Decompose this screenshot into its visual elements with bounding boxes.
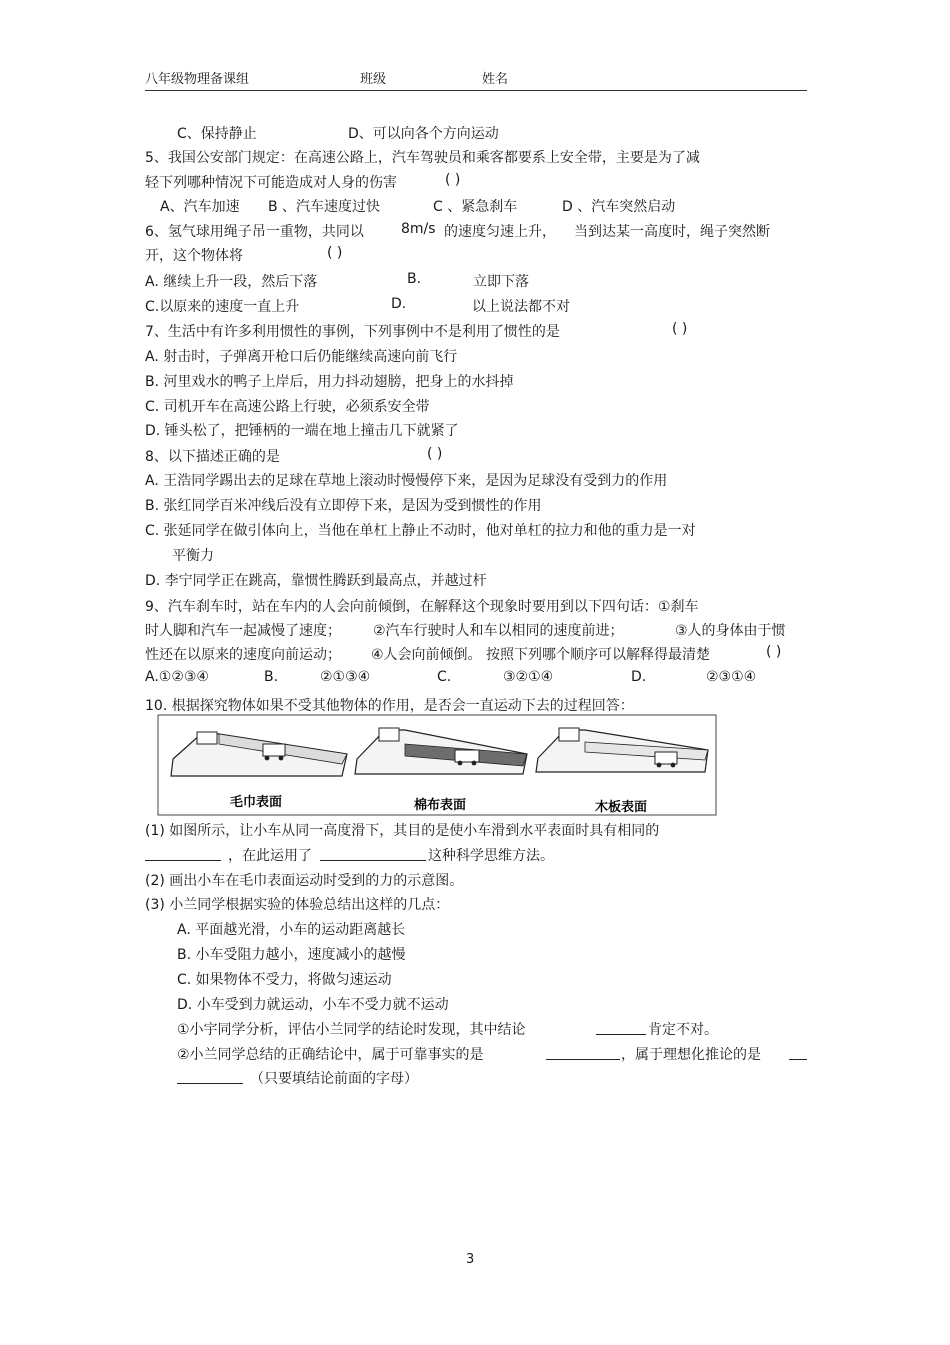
q10-sub2-blank-2a[interactable] — [789, 1043, 807, 1060]
q10-part1-blank-1[interactable] — [145, 844, 221, 861]
q9-option-c-label: C. — [437, 669, 452, 685]
figure-label-towel: 毛巾表面 — [230, 795, 283, 810]
figure-label-board: 木板表面 — [595, 800, 648, 815]
figure-label-cotton: 棉布表面 — [414, 798, 467, 813]
q10-part3: (3) 小兰同学根据实验的体验总结出这样的几点： — [145, 897, 450, 913]
q8-option-c-line2: 平衡力 — [172, 548, 214, 564]
q5-answer-paren: ( ) — [445, 172, 461, 188]
q5-stem-line1: 5、我国公安部门规定：在高速公路上，汽车驾驶员和乘客都要系上安全带，主要是为了减 — [145, 150, 700, 166]
q10-stem: 10. 根据探究物体如果不受其他物体的作用，是否会一直运动下去的过程回答： — [145, 698, 634, 714]
q7-stem: 7、生活中有许多利用惯性的事例，下列事例中不是利用了惯性的是 — [145, 324, 560, 340]
q6-stem-d: 当到达某一高度时，绳子突然断 — [574, 224, 770, 240]
q7-option-b: B. 河里戏水的鸭子上岸后，用力抖动翅膀，把身上的水抖掉 — [145, 374, 514, 390]
q10-sub2-blank-2b[interactable] — [177, 1067, 243, 1084]
header-group: 八年级物理备课组 — [145, 72, 250, 87]
q6-option-a: A. 继续上升一段，然后下落 — [145, 274, 318, 290]
q9-answer-paren: ( ) — [766, 644, 782, 660]
q10-part1-line2b: 这种科学思维方法。 — [428, 848, 554, 864]
q10-part1-blank-2[interactable] — [320, 844, 426, 861]
q9-option-d-label: D. — [631, 669, 647, 685]
q5-option-d: D 、汽车突然启动 — [562, 199, 676, 215]
q9-option-b-label: B. — [264, 669, 279, 685]
q10-sub2-note: （只要填结论前面的字母） — [250, 1071, 418, 1087]
page-header — [145, 68, 807, 91]
q8-option-c-line1: C. 张延同学在做引体向上，当他在单杠上静止不动时，他对单杠的拉力和他的重力是一对 — [145, 523, 696, 539]
q9-option-c: ③②①④ — [503, 669, 554, 685]
inclined-plane-illustration — [157, 714, 717, 816]
q10-conclusion-c: C. 如果物体不受力，将做匀速运动 — [177, 972, 392, 988]
q9-option-a: A.①②③④ — [145, 669, 209, 685]
q6-stem-line2: 开，这个物体将 — [145, 248, 243, 264]
page-number: 3 — [466, 1252, 475, 1267]
q10-part2: (2) 画出小车在毛巾表面运动时受到的力的示意图。 — [145, 873, 464, 889]
q9-option-b: ②①③④ — [320, 669, 371, 685]
q4-option-d: D、可以向各个方向运动 — [348, 126, 499, 142]
q10-sub2-text: ②小兰同学总结的正确结论中，属于可靠事实的是 — [177, 1047, 484, 1063]
q8-option-a: A. 王浩同学踢出去的足球在草地上滚动时慢慢停下来，是因为足球没有受到力的作用 — [145, 473, 668, 489]
q6-option-d-label: D. — [391, 296, 407, 312]
q6-stem-c: 的速度匀速上升， — [444, 224, 556, 240]
q9-stem-line2c: ③人的身体由于惯 — [675, 623, 786, 639]
towel-surface-setup — [171, 732, 347, 776]
q10-sub1-tail: 肯定不对。 — [648, 1022, 718, 1038]
q9-stem-line2b: ②汽车行驶时人和车以相同的速度前进； — [373, 623, 624, 639]
q9-stem-line2a: 时人脚和汽车一起减慢了速度； — [145, 623, 341, 639]
q10-conclusion-a: A. 平面越光滑，小车的运动距离越长 — [177, 922, 406, 938]
q8-answer-paren: ( ) — [427, 446, 443, 462]
q5-stem-line2: 轻下列哪种情况下可能造成对人身的伤害 — [145, 175, 397, 191]
q10-sub2-mid: ，属于理想化推论的是 — [621, 1047, 761, 1063]
q6-stem-b: 8m/s — [401, 221, 436, 237]
q10-part1-line1: (1) 如图所示，让小车从同一高度滑下，其目的是使小车滑到水平表面时具有相同的 — [145, 823, 660, 839]
q5-option-b: B 、汽车速度过快 — [268, 199, 381, 215]
q9-stem-line3a: 性还在以原来的速度向前运动； — [145, 647, 341, 663]
q7-option-d: D. 锤头松了，把锤柄的一端在地上撞击几下就紧了 — [145, 423, 459, 439]
q5-option-c: C 、紧急刹车 — [433, 199, 518, 215]
q10-sub1-text: ①小宇同学分析，评估小兰同学的结论时发现，其中结论 — [177, 1022, 526, 1038]
q7-answer-paren: ( ) — [672, 321, 688, 337]
q10-sub1-blank[interactable] — [596, 1018, 646, 1035]
board-surface-setup — [536, 728, 708, 772]
q10-conclusion-b: B. 小车受阻力越小，速度减小的越慢 — [177, 947, 406, 963]
q4-option-c: C、保持静止 — [177, 126, 257, 142]
header-class-label: 班级 — [360, 72, 387, 87]
header-name-label: 姓名 — [482, 72, 509, 87]
q7-option-c: C. 司机开车在高速公路上行驶，必须系安全带 — [145, 399, 430, 415]
q7-option-a: A. 射击时，子弹离开枪口后仍能继续高速向前飞行 — [145, 349, 458, 365]
q10-sub2-blank-1[interactable] — [546, 1043, 620, 1060]
q8-option-b: B. 张红同学百米冲线后没有立即停下来，是因为受到惯性的作用 — [145, 498, 542, 514]
q6-option-b-label: B. — [407, 271, 422, 287]
q8-option-d: D. 李宁同学正在跳高，靠惯性腾跃到最高点，并越过杆 — [145, 573, 487, 589]
q10-part1-line2a: ，在此运用了 — [228, 848, 312, 864]
q9-stem-line1: 9、汽车刹车时，站在车内的人会向前倾倒，在解释这个现象时要用到以下四句话：①刹车 — [145, 599, 699, 615]
cotton-surface-setup — [355, 728, 527, 774]
q6-option-c: C.以原来的速度一直上升 — [145, 299, 300, 315]
q9-option-d: ②③①④ — [706, 669, 757, 685]
q8-stem: 8、以下描述正确的是 — [145, 449, 280, 465]
q9-stem-line3b: ④人会向前倾倒。 按照下列哪个顺序可以解释得最清楚 — [371, 647, 710, 663]
q10-conclusion-d: D. 小车受到力就运动，小车不受力就不运动 — [177, 997, 449, 1013]
q6-option-d: 以上说法都不对 — [472, 299, 570, 315]
q6-stem-a: 6、氢气球用绳子吊一重物，共同以 — [145, 224, 364, 240]
q6-answer-paren: ( ) — [327, 245, 343, 261]
q5-option-a: A、汽车加速 — [160, 199, 240, 215]
experiment-figure — [157, 714, 717, 816]
q6-option-b: 立即下落 — [473, 274, 529, 290]
